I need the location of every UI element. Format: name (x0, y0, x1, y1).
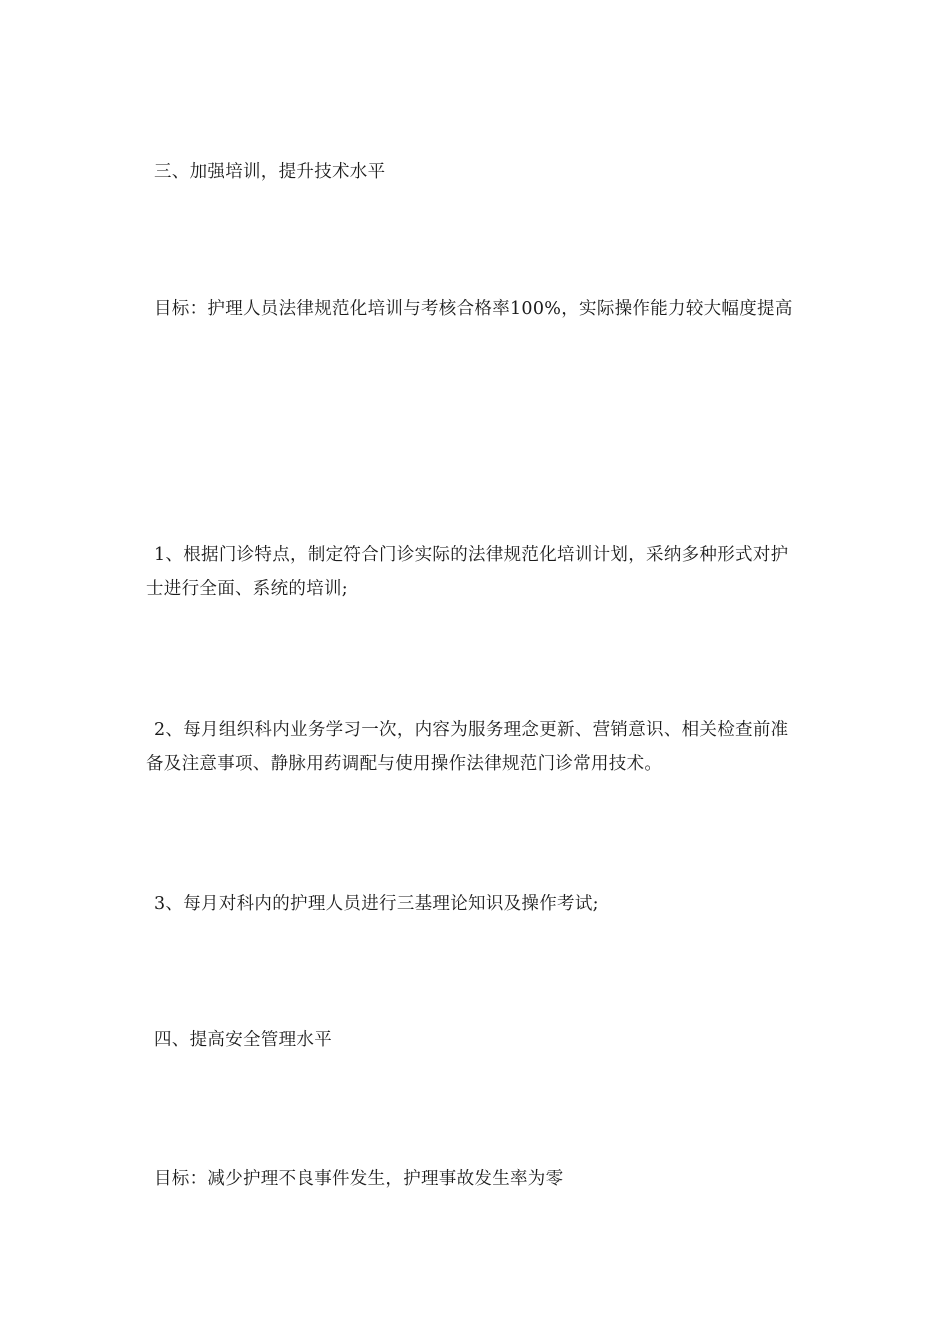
section-heading-safety: 四、提高安全管理水平 (154, 1030, 332, 1050)
training-goal-paragraph: 目标：护理人员法律规范化培训与考核合格率100%，实际操作能力较大幅度提高 (154, 299, 793, 319)
section-heading-training: 三、加强培训，提升技术水平 (154, 162, 386, 182)
training-item-3: 3、每月对科内的护理人员进行三基理论知识及操作考试; (154, 894, 599, 914)
training-item-1: 1、根据门诊特点，制定符合门诊实际的法律规范化培训计划，采纳多种形式对护士进行全面、系统的培训; (146, 545, 789, 599)
safety-goal-paragraph: 目标：减少护理不良事件发生，护理事故发生率为零 (154, 1169, 564, 1189)
training-item-2: 2、每月组织科内业务学习一次，内容为服务理念更新、营销意识、相关检查前准备及注意事项、静脉用药调配与使用操作法律规范门诊常用技术。 (146, 720, 789, 774)
